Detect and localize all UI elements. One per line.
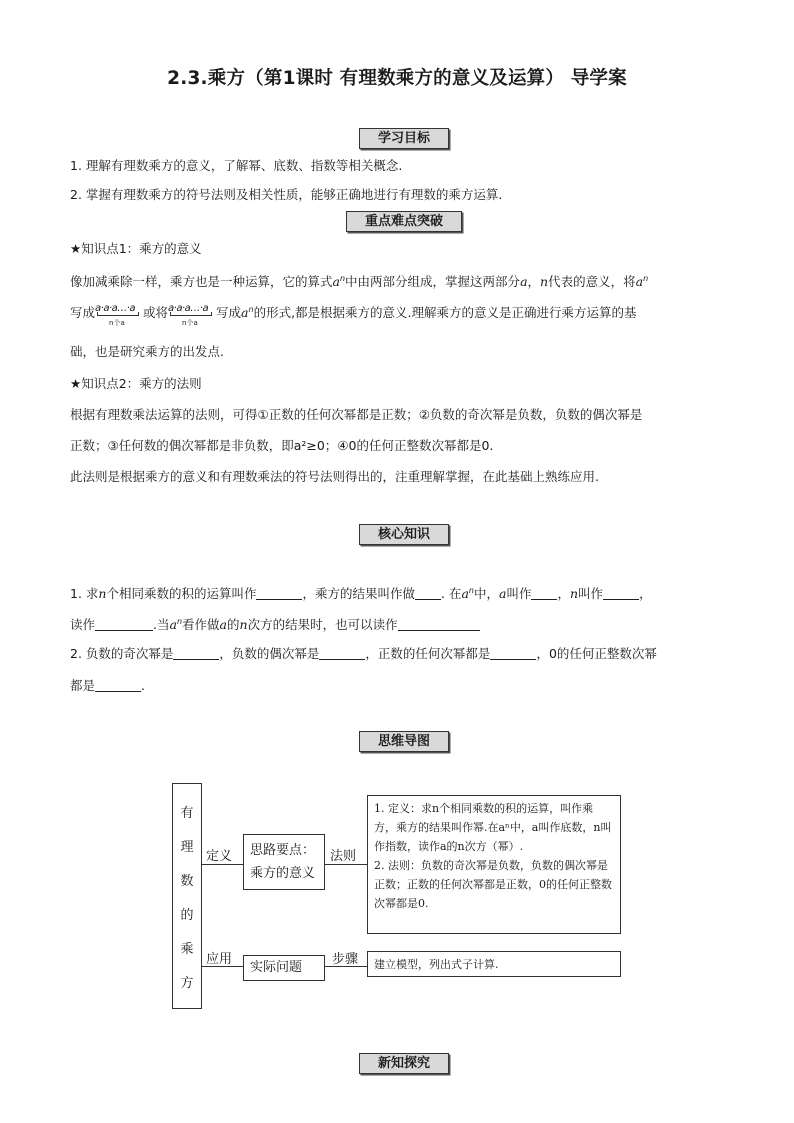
section-header-goals: 学习目标 <box>359 128 449 149</box>
sup-n: n <box>248 305 254 314</box>
section-header-explore: 新知探究 <box>359 1053 449 1074</box>
product-expression <box>168 300 216 327</box>
root-char: 数 <box>180 873 194 889</box>
knowledge-point-1-title: ★知识点1：乘方的意义 <box>70 241 202 256</box>
text-segment: ， <box>639 586 652 601</box>
sup-n: n <box>468 586 474 595</box>
section-header-mindmap: 思维导图 <box>359 731 449 752</box>
text-segment: 2. 负数的奇次幂是 <box>70 646 174 661</box>
text-segment: 像加减乘除一样，乘方也是一种运算，它的算式 <box>70 274 333 289</box>
connector-line <box>324 864 368 865</box>
knowledge-point-2-line-2: 正数；③任何数的偶次幂都是非负数，即a²≥0；④0的任何正整数次幂都是0. <box>70 438 494 453</box>
fill-blank[interactable] <box>173 647 219 660</box>
edge-label-steps: 步骤 <box>332 952 359 967</box>
root-char: 的 <box>180 907 194 923</box>
mindmap-root <box>172 783 202 1009</box>
text-segment: 读作 <box>70 617 96 632</box>
node-line: 乘方的意义 <box>250 866 316 881</box>
text-segment: 个相同乘数的积的运算叫作 <box>106 586 257 601</box>
var-a: a <box>241 305 249 320</box>
fill-blank[interactable] <box>531 587 557 600</box>
product-count: n个a <box>109 319 125 327</box>
product-top: a·a·a…·a <box>168 303 209 314</box>
mindmap-detail-steps: 建立模型，列出式子计算. <box>367 951 621 977</box>
product-expression <box>95 300 143 327</box>
fill-blank[interactable] <box>95 618 153 631</box>
text-segment: 或将 <box>143 305 169 320</box>
edge-label-definition: 定义 <box>206 849 233 864</box>
sup-n: n <box>339 274 346 283</box>
core-line-3 <box>70 645 734 662</box>
knowledge-point-1-line-3: 础，也是研究乘方的出发点. <box>70 344 224 359</box>
text-segment: 次方的结果时，也可以读作 <box>247 617 398 632</box>
var-n: n <box>98 586 107 601</box>
fill-blank[interactable] <box>95 679 141 692</box>
var-a: a <box>499 586 507 601</box>
mindmap-node-practical: 实际问题 <box>243 955 325 981</box>
text-segment: 写成 <box>70 305 96 320</box>
var-a: a <box>461 586 469 601</box>
text-segment: .当 <box>153 617 170 632</box>
mindmap-detail-definition <box>367 795 621 934</box>
text-segment: ，0的任何正整数次幂 <box>536 646 657 661</box>
text-segment: ，负数的偶次幂是 <box>219 646 320 661</box>
text-segment: ， <box>557 586 570 601</box>
root-char: 理 <box>180 839 194 855</box>
mindmap-node-meaning <box>243 834 325 890</box>
sup-n: n <box>176 617 183 626</box>
product-count: n个a <box>182 319 198 327</box>
text-segment: 中由两部分组成，掌握这两部分 <box>345 274 521 289</box>
knowledge-point-1-line-2 <box>70 300 734 327</box>
text-segment: . 在 <box>441 586 462 601</box>
text-segment: 都是 <box>70 678 96 693</box>
text-segment: 看作做 <box>182 617 220 632</box>
product-top: a·a·a…·a <box>95 303 136 314</box>
core-line-2 <box>70 613 734 633</box>
knowledge-point-1-line-1: 像加减乘除一样，乘方也是一种运算，它的算式$a^n$中由两部分组成，掌握这两部分a，n代表的意义，将$a^n$ <box>70 274 649 289</box>
text-segment: ，正数的任何次幂都是 <box>365 646 491 661</box>
sup-n: n <box>643 274 649 283</box>
var-a: a <box>635 274 644 289</box>
page-title: 2.3.乘方（第1课时 有理数乘方的意义及运算） 导学案 <box>167 68 627 89</box>
fill-blank[interactable] <box>256 587 302 600</box>
detail-law: 2. 法则：负数的奇次幂是负数，负数的偶次幂是正数；正数的任何次幂都是正数，0的任何正整数次幂都是0. <box>374 859 612 910</box>
var-n: n <box>239 617 248 632</box>
fill-blank[interactable] <box>398 618 480 631</box>
var-a: a <box>332 274 340 289</box>
section-header-core: 核心知识 <box>359 524 449 545</box>
var-a: a <box>219 617 227 632</box>
text-segment: 的形式,都是根据乘方的意义.理解乘方的意义是正确进行乘方运算的基 <box>253 305 637 320</box>
connector-line <box>202 864 244 865</box>
text-segment: 叫作 <box>578 586 604 601</box>
root-char: 有 <box>180 805 194 821</box>
var-a: a <box>169 617 177 632</box>
text-segment: 1. 求 <box>70 586 99 601</box>
fill-blank[interactable] <box>603 587 639 600</box>
text-segment: ，乘方的结果叫作做 <box>302 586 415 601</box>
core-line-1 <box>70 582 734 602</box>
root-char: 乘 <box>180 941 194 957</box>
var-n: n <box>569 586 579 601</box>
text-segment: 的 <box>227 617 240 632</box>
root-char: 方 <box>180 975 194 991</box>
text-segment: 写成 <box>216 305 242 320</box>
fill-blank[interactable] <box>319 647 365 660</box>
var-n: n <box>540 274 549 289</box>
text-segment: 叫作 <box>506 586 532 601</box>
goal-item: 1. 理解有理数乘方的意义，了解幂、底数、指数等相关概念. <box>70 158 403 173</box>
section-header-key: 重点难点突破 <box>346 211 462 232</box>
knowledge-point-2-title: ★知识点2：乘方的法则 <box>70 376 202 391</box>
text-segment: 中， <box>473 586 499 601</box>
detail-definition: 1. 定义：求n个相同乘数的积的运算，叫作乘方，乘方的结果叫作幂.在aⁿ中，a叫作底数，n叫作指数，读作a的n次方（幂）. <box>374 802 612 853</box>
fill-blank[interactable] <box>415 587 441 600</box>
fill-blank[interactable] <box>490 647 536 660</box>
var-a: a <box>520 274 528 289</box>
edge-label-law: 法则 <box>330 849 357 864</box>
edge-label-application: 应用 <box>206 952 233 967</box>
goal-item: 2. 掌握有理数乘方的符号法则及相关性质，能够正确地进行有理数的乘方运算. <box>70 187 503 202</box>
knowledge-point-2-line-1: 根据有理数乘法运算的法则，可得①正数的任何次幂都是正数；②负数的奇次幂是负数，负数的偶次幂是 <box>70 407 643 422</box>
core-line-4 <box>70 677 734 694</box>
text-segment: . <box>141 678 145 693</box>
node-line: 思路要点： <box>250 843 316 858</box>
knowledge-point-2-line-3: 此法则是根据乘方的意义和有理数乘法的符号法则得出的，注重理解掌握，在此基础上熟练应用. <box>70 469 599 484</box>
text-segment: 代表的意义，将 <box>548 274 636 289</box>
